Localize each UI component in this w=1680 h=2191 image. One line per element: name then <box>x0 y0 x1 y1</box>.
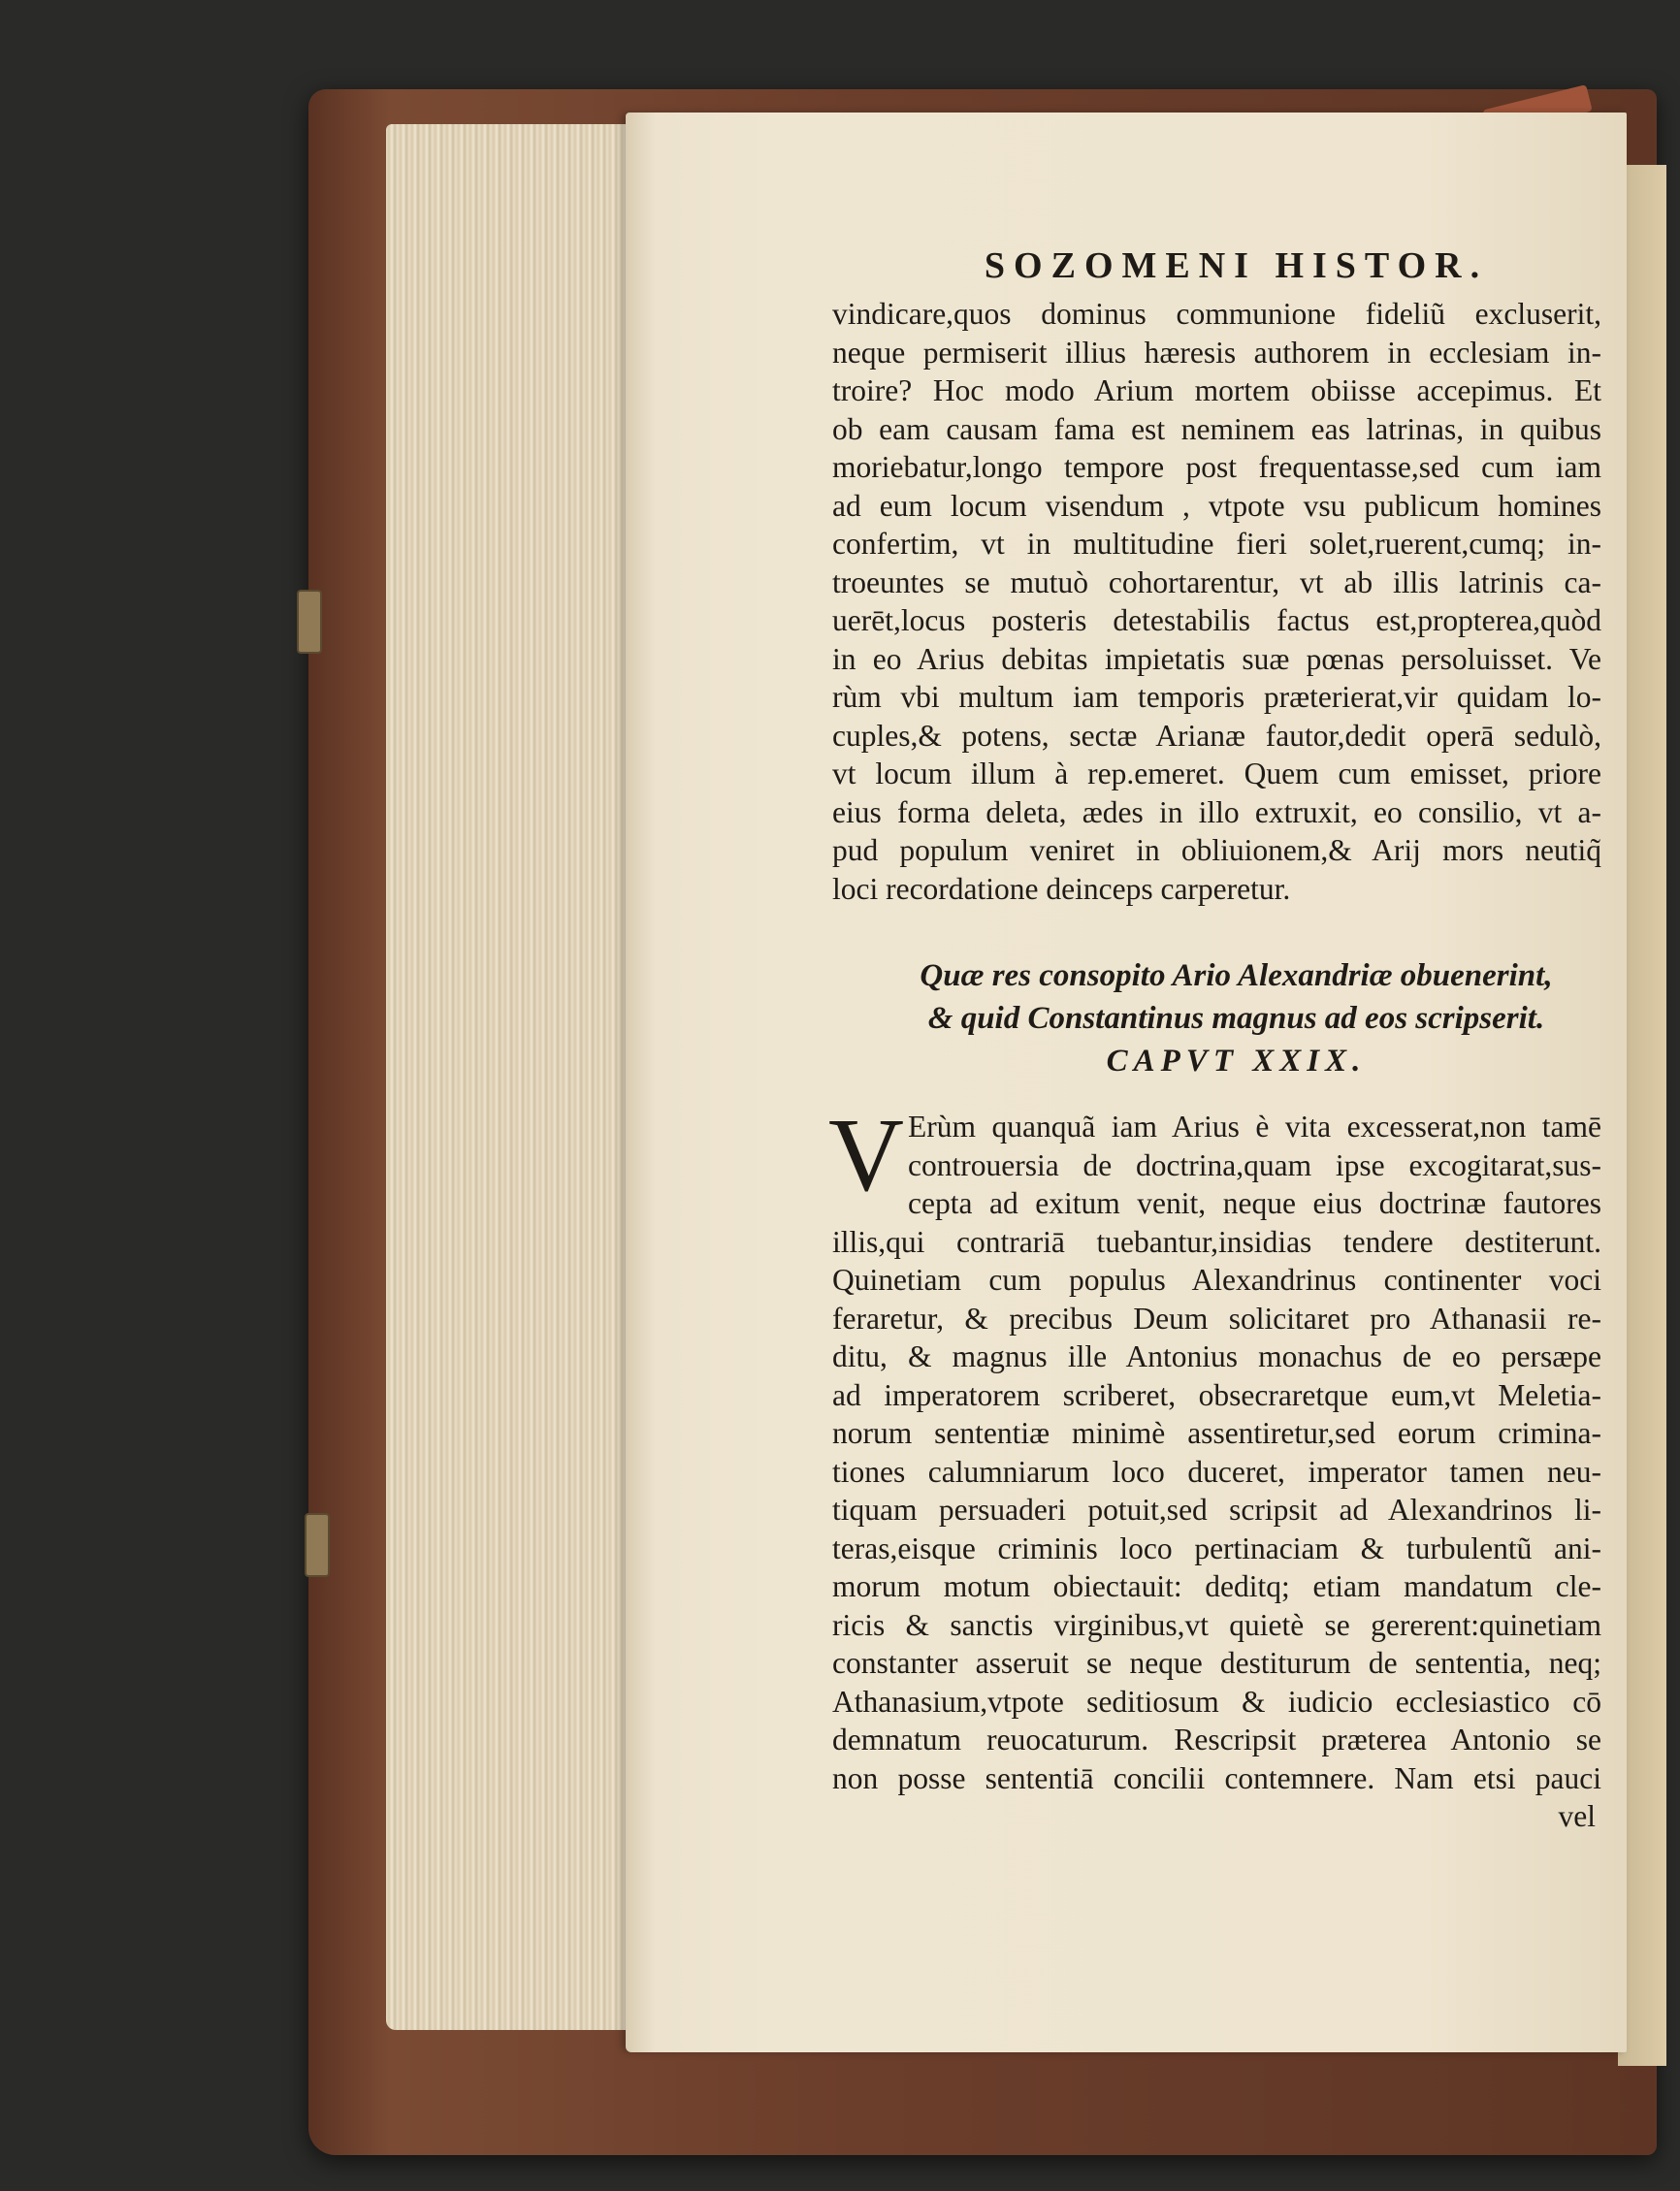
text-line: loci recordatione deinceps carperetur. <box>832 871 1291 906</box>
chapter-title-line-1: Quæ res consopito Ario Alexandriæ obuenerint, <box>920 958 1553 993</box>
clasp-upper <box>297 590 322 654</box>
paragraph-1 <box>832 295 1601 908</box>
text-line: eius forma deleta, ædes in illo extruxit, eo consilio, vt a- <box>832 794 1601 829</box>
text-line: morum motum obiectauit: deditq; etiam mandatum cle- <box>832 1569 1601 1603</box>
clasp-lower <box>305 1513 330 1577</box>
text-line: ricis & sanctis virginibus,vt quietè se gererent:quinetiam <box>832 1607 1601 1642</box>
text-line: non posse sententiā concilii contemnere. Nam etsi pauci <box>832 1760 1601 1795</box>
text-line: ob eam causam fama est neminem eas latrinas, in quibus <box>832 411 1601 446</box>
paragraph-2 <box>828 1098 1601 1836</box>
text-line: cuples,& potens, sectæ Arianæ fautor,dedit operā sedulò, <box>832 718 1601 753</box>
text-line: neque permiserit illius hæresis authorem in ecclesiam in- <box>832 335 1601 370</box>
page-edges <box>386 124 648 2030</box>
text-line: ad eum locum visendum , vtpote vsu publicum homines <box>832 488 1601 523</box>
text-line: controuersia de doctrina,quam ipse excogitarat,sus- <box>908 1147 1601 1182</box>
text-line: pud populum veniret in obliuionem,& Arij mors neutiq̃ <box>832 833 1601 867</box>
chapter-number: CAPVT XXIX. <box>1106 1044 1367 1079</box>
text-line: ad imperatorem scriberet, obsecraretque eum,vt Meletia- <box>832 1377 1601 1412</box>
text-line: ditu, & magnus ille Antonius monachus de eo persæpe <box>832 1339 1601 1373</box>
chapter-heading <box>832 954 1601 1082</box>
text-line: vindicare,quos dominus communione fideliũ excluserit, <box>832 297 1601 331</box>
catchword: vel <box>1558 1799 1596 1833</box>
text-line: tiquam persuaderi potuit,sed scripsit ad Alexandrinos li- <box>832 1493 1601 1527</box>
text-line: Erùm quanquã iam Arius è vita excesserat,non tamē <box>908 1110 1601 1144</box>
running-head: SOZOMENI HISTOR. <box>984 245 1489 286</box>
text-line: constanter asseruit se neque destiturum de sententia, neq; <box>832 1646 1601 1680</box>
text-line: tiones calumniarum loco duceret, imperator tamen neu- <box>832 1454 1601 1489</box>
text-line: teras,eisque criminis loco pertinaciam & turbulentũ ani- <box>832 1530 1601 1565</box>
text-line: vt locum illum à rep.emeret. Quem cum emisset, priore <box>832 757 1601 790</box>
text-line: troeuntes se mutuò cohortarentur, vt ab illis latrinis ca- <box>832 564 1601 599</box>
chapter-title-line-2: & quid Constantinus magnus ad eos scripserit. <box>927 1001 1545 1036</box>
text-line: cepta ad exitum venit, neque eius doctrinæ fautores <box>908 1186 1601 1220</box>
text-line: in eo Arius debitas impietatis suæ pœnas persoluisset. Ve <box>832 641 1601 676</box>
text-line: norum sententiæ minimè assentiretur,sed eorum crimina- <box>832 1416 1601 1450</box>
text-line: Quinetiam cum populus Alexandrinus continenter voci <box>832 1263 1601 1297</box>
text-line: demnatum reuocaturum. Rescripsit præterea Antonio se <box>832 1723 1601 1756</box>
text-line: moriebatur,longo tempore post frequentasse,sed cum iam <box>832 450 1601 484</box>
text-line: Athanasium,vtpote seditiosum & iudicio ecclesiastico cō <box>832 1684 1601 1719</box>
text-line: illis,qui contrariā tuebantur,insidias tendere destiterunt. <box>832 1224 1601 1259</box>
text-line: confertim, vt in multitudine fieri solet,ruerent,cumq; in- <box>832 527 1601 561</box>
page-text <box>828 244 1601 1836</box>
text-line: rùm vbi multum iam temporis præterierat,vir quidam lo- <box>832 680 1601 714</box>
drop-capital: V <box>828 1098 904 1213</box>
text-line: feraretur, & precibus Deum solicitaret pro Athanasii re- <box>832 1301 1601 1336</box>
text-line: uerēt,locus posteris detestabilis factus est,propterea,quòd <box>832 603 1601 637</box>
text-line: troire? Hoc modo Arium mortem obiisse accepimus. Et <box>832 373 1601 407</box>
